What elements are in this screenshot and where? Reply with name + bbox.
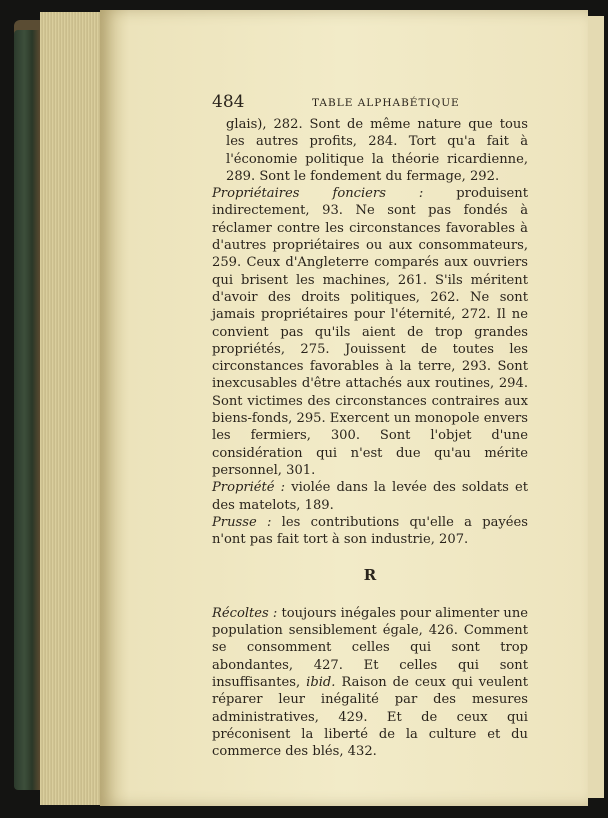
entry-term: Propriétaires fonciers : [212,186,424,202]
continued-entry: glais), 282. Sont de même nature que tous les autres profits, 284. Tort qu'a fait à l'économie politique la théorie ricardienne, 289. Sont le fondement du fermage, 292. [226,117,528,184]
facing-page-edge [588,16,604,798]
entry-text: violée dans la levée des soldats et des matelots, 189. [212,480,528,513]
page-edges [40,12,102,805]
page-number: 484 [212,92,245,112]
section-letter: R [363,566,377,585]
page-header [212,92,528,116]
entry-term: Récoltes : [212,605,278,621]
entry-text: produisent indirectement, 93. Ne sont pas fondés à réclamer contre les circonstances favorables à d'autres propriétaires ou aux consommateurs, 259. Ceux d'Angleterre comparés aux ouvriers qui brisent les machines, 261. S'ils méritent d'avoir des droits politiques, 262. Ne sont jamais propriétaires pour l'éternité, 272. Il ne convient pas qu'ils aient de trop grandes propriétés, 275. Jouissent de toutes les circonstances favorables à la terre, 293. Sont inexcusables d'être attachés aux routines, 294. Sont victimes des circonstances contraires aux biens-fonds, 295. Exercent un monopole envers les fermiers, 300. Sont l'objet d'une considération qui n'est due qu'au mérite personnel, 301. [212,186,529,478]
index-entry-prusse [212,514,528,549]
entry-text: toujours inégales pour alimenter une population sensiblement égale, 426. Comment se consomment celles qui sont trop abondantes, 427. Et celles qui sont insuffisantes, [212,605,528,690]
entry-text: les contributions qu'elle a payées n'ont pas fait tort à son industrie, 207. [212,514,528,548]
index-entry-proprietaires [212,185,528,479]
entry-term: Propriété : [212,480,286,496]
entry-term: Prusse : [212,514,272,530]
ibid-text: ibid. [306,674,336,690]
entry-text: Raison de ceux qui veulent réparer leur inégalité par des mesures administratives, 429. Et de ceux qui préconisent la liberté de la culture et du commerce des blés, 432. [212,674,528,760]
index-entry-recoltes [212,605,528,761]
index-text [212,116,528,760]
index-entry-propriete [212,479,528,514]
running-head: TABLE ALPHABÉTIQUE [312,97,460,109]
book-cover-spine [14,30,40,790]
